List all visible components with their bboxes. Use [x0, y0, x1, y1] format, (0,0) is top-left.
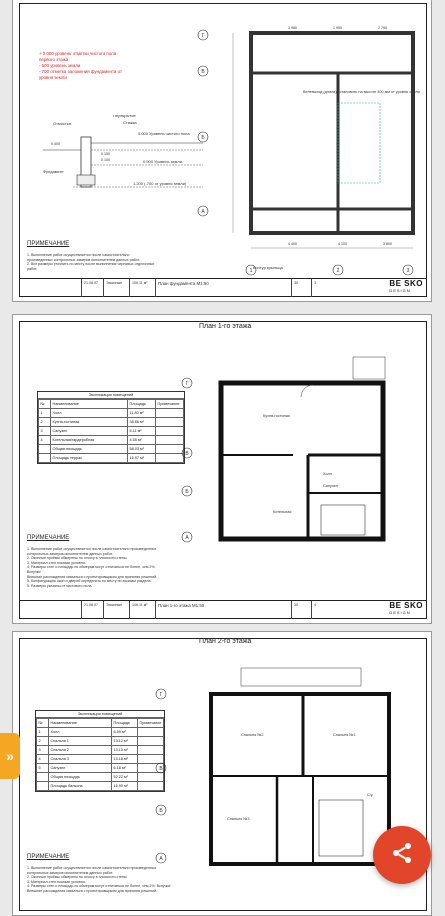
- dim-bottom: 3 800: [383, 242, 392, 246]
- svg-text:В: В: [201, 69, 205, 75]
- share-button[interactable]: [373, 826, 431, 884]
- legend-line: - 500 уровень земли: [39, 63, 81, 68]
- legend-line: уровня земли: [39, 75, 67, 80]
- col-header: Примечание: [138, 719, 164, 728]
- table-row: 1 Холл 6.59 м²: [37, 728, 164, 737]
- note-heading: ПРИМЕЧАНИЕ: [27, 535, 70, 541]
- dim-100: 0.100: [101, 158, 110, 162]
- tb-sheet-title: План фундамента М1:50: [155, 279, 291, 297]
- sheet-title: План 1-го этажа: [199, 323, 252, 330]
- dim-bottom: 4 400: [288, 242, 297, 246]
- notes-block: 1. Выполнение работ осуществляется после самостоятельно произведенных контрольных замеров исполнителем данных работ. 2. Оконные проёмы обмерены по откосу в плоскости стены. 3. Материал стен показан условно. 4. Размеры стен и площадь по обмерам могут отличаться не более, чем 2%. Вспучки: Внешние расхождения связаться с проектировщиком для принятия решений.: [27, 866, 172, 893]
- vent-note: Вентвыход (длина) установить на высоте 400 мм от уровня земли: [303, 90, 420, 94]
- tb-sheets: 30: [291, 279, 311, 297]
- axis-markers-vertical: [182, 378, 192, 542]
- foundation-outer-walls: [251, 33, 413, 233]
- title-block: [19, 600, 427, 619]
- svg-text:3: 3: [406, 268, 410, 274]
- room-label: Котельная: [273, 510, 292, 514]
- porch-contour: [338, 103, 380, 183]
- table-row: Площадь балкона 16.99 м²: [37, 782, 164, 791]
- svg-text:В: В: [185, 451, 189, 457]
- col-header: №: [39, 400, 51, 409]
- room-schedule-table: [37, 391, 185, 464]
- chevrons-right-icon: »: [6, 748, 14, 764]
- notes-block: 1. Выполнение работ осуществляется после самостоятельно произведенных контрольных замеров исполнителем данных работ. 2. Оконные проёмы обмерены по откосу в плоскости стены. 3. Материал стен показан условно. 4. Размеры стен и площадь по обмерам могут отличаться не более, чем 2%. Вспучки: Внешние расхождения связаться с проектировщиком для принятия решений. 5. Конфигурацию окон и дверей определить по месту по эскизам раздела. 5. Размеры указаны от чистового пола.: [27, 547, 158, 588]
- share-icon: [390, 841, 414, 870]
- dim-400: 0.400: [51, 142, 60, 146]
- table-row: 3 Санузел 5.11 м²: [39, 427, 184, 436]
- label-level-base: 1.200 (-700 от уровня земли): [133, 181, 187, 186]
- first-floor-outer-walls: [221, 383, 383, 539]
- dim-top: 2 790: [378, 26, 387, 30]
- room-label: Санузел: [323, 484, 338, 488]
- table-row: 3 Спальня 2 13.15 м²: [37, 746, 164, 755]
- svg-text:1: 1: [249, 268, 253, 274]
- svg-text:А: А: [201, 209, 205, 215]
- svg-text:Б: Б: [185, 489, 189, 495]
- label-otmostka: Отмостка: [53, 121, 71, 126]
- note-heading: ПРИМЕЧАНИЕ: [27, 241, 70, 247]
- tb-area: 106.11 м²: [129, 279, 155, 297]
- side-panel-toggle[interactable]: [0, 733, 20, 779]
- label-fundament: Фундамент: [43, 169, 64, 174]
- svg-text:Г: Г: [185, 381, 189, 387]
- notes-block: 1. Выполнение работ осуществляется после самостоятельно произведенных контрольных замеров исполнителем данных работ. 2. Все размеры уточнить по месту после выполнения черновых отделочных работ.: [27, 253, 155, 271]
- sheet-foundation-plan[interactable]: [12, 0, 432, 302]
- terrace: [353, 357, 385, 379]
- svg-text:А: А: [185, 535, 189, 541]
- foundation-plan-drawing: [193, 23, 429, 285]
- sheet-first-floor-plan[interactable]: [12, 314, 432, 624]
- tb-sheet-no: 4: [311, 601, 327, 619]
- label-styazhka: Стяжка: [123, 120, 137, 125]
- col-header: Площадь: [112, 719, 138, 728]
- brand-logo: BE SKO DESIGN: [389, 601, 423, 615]
- table-row: 4 Спальня 3 13.18 м²: [37, 755, 164, 764]
- balcony: [241, 668, 361, 686]
- axis-markers-vertical: [198, 30, 208, 216]
- table-row: Общая площадь 52.22 м²: [37, 773, 164, 782]
- table-row: 5 Санузел 6.18 м²: [37, 764, 164, 773]
- dim-150: 0.150: [101, 152, 110, 156]
- room-label: Спальня №1: [333, 733, 356, 737]
- level-legend: [39, 51, 122, 81]
- tb-sheet-no: 3: [311, 279, 327, 297]
- tb-stage: Эскизные: [103, 279, 129, 297]
- table-row: 4 Котельная/гардеробная 4.55 м²: [39, 436, 184, 445]
- first-floor-plan-drawing: [173, 337, 429, 597]
- col-header: Наименование: [51, 400, 128, 409]
- legend-line: + 0.000 уровень отметки чистого пола: [39, 51, 117, 56]
- room-label: Кухня-гостиная: [263, 414, 290, 418]
- svg-text:Г: Г: [159, 692, 163, 698]
- svg-text:В: В: [159, 766, 163, 772]
- tb-date: 21.08.07: [81, 601, 103, 619]
- sheet-second-floor-plan[interactable]: [12, 631, 432, 916]
- svg-text:Г: Г: [201, 33, 205, 39]
- svg-text:А: А: [159, 856, 163, 862]
- label-level-clean: 0.000 Уровень чистого пола: [138, 131, 190, 136]
- second-floor-outer-walls: [211, 694, 389, 864]
- schedule-heading: Экспликация помещений: [36, 711, 164, 718]
- tb-date: 21.08.07: [81, 279, 103, 297]
- staircase: [321, 505, 365, 535]
- col-header: Примечание: [156, 400, 184, 409]
- axis-markers-vertical: [156, 689, 166, 863]
- room-label: Спальня №3: [227, 817, 250, 821]
- label-level-ground: 0.500 Уровень земли: [143, 159, 182, 164]
- tb-area: 106.11 м²: [129, 601, 155, 619]
- dim-bottom: 4 100: [338, 242, 347, 246]
- porch-contour-label: Контур крыльца: [253, 265, 283, 270]
- label-perekrytie: Перекрытие: [113, 115, 136, 118]
- col-header: №: [37, 719, 49, 728]
- tb-stage: Эскизные: [103, 601, 129, 619]
- table-row: 2 Кухня-гостиная 38.66 м²: [39, 418, 184, 427]
- table-row: 2 Спальня 1 13.12 м²: [37, 737, 164, 746]
- table-row: 1 Холл 11.80 м²: [39, 409, 184, 418]
- svg-text:Б: Б: [159, 808, 163, 814]
- table-row: Общая площадь 58.03 м²: [39, 445, 184, 454]
- brand-logo: BE SKO DESIGN: [389, 279, 423, 293]
- tb-sheet-title: План 1-го этажа М1:50: [155, 601, 291, 619]
- svg-text:2: 2: [336, 268, 340, 274]
- room-label: С/у: [367, 793, 373, 797]
- sheet-title: План 2-го этажа: [199, 638, 252, 645]
- col-header: Наименование: [49, 719, 112, 728]
- col-header: Площадь: [128, 400, 156, 409]
- dim-top: 3 980: [288, 26, 297, 30]
- room-label: Спальня №2: [241, 733, 264, 737]
- note-heading: ПРИМЕЧАНИЕ: [27, 854, 70, 860]
- dim-top: 1 950: [333, 26, 342, 30]
- legend-line: первого этажа: [39, 57, 69, 62]
- schedule-heading: Экспликация помещений: [38, 392, 184, 399]
- title-block: [19, 278, 427, 297]
- room-schedule-table: [35, 710, 165, 792]
- svg-text:Б: Б: [201, 135, 205, 141]
- legend-line: - 700 отметка заложения фундамента от: [39, 69, 122, 74]
- staircase: [319, 800, 363, 856]
- room-label: Холл: [323, 472, 332, 476]
- tb-sheets: 30: [291, 601, 311, 619]
- table-row: Площадь террас 16.97 м²: [39, 454, 184, 463]
